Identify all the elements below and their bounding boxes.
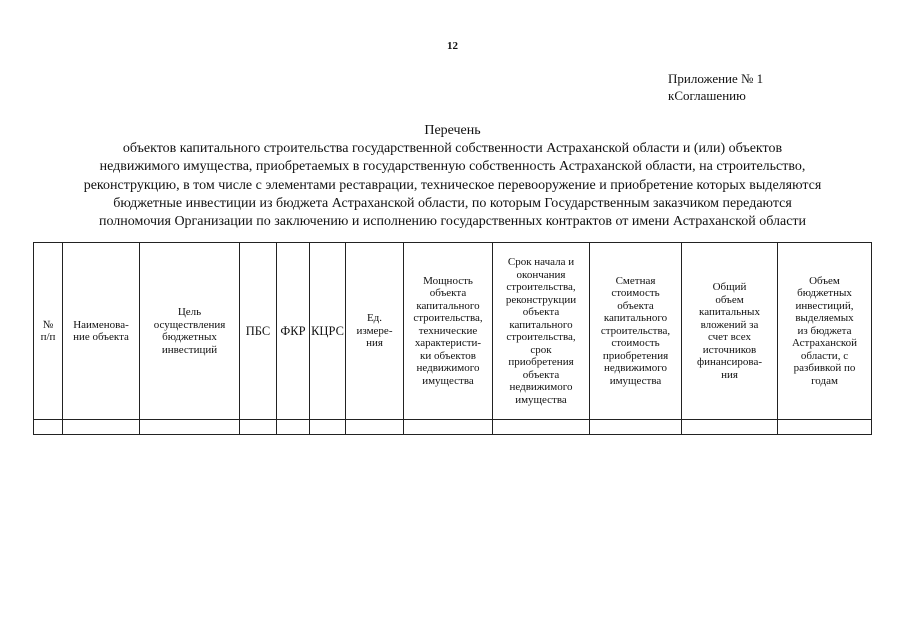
table-row (34, 420, 872, 435)
col-header-budget-investment: Объем бюджетных инвестиций, выделяемых из бюджета Астраханской области, с разбивкой по годам (778, 243, 872, 420)
heading-line-4: бюджетные инвестиции из бюджета Астраханской области, по которым Государственным заказчиком передаются (113, 195, 792, 211)
col-header-unit: Ед. измере- ния (346, 243, 404, 420)
table-cell (590, 420, 682, 435)
heading-line-5: полномочия Организации по заключению и исполнению государственных контрактов от имени Астраханской области (98, 214, 807, 230)
objects-table (33, 242, 872, 435)
table-cell (310, 420, 346, 435)
appendix-line-1: Приложение № 1 (668, 71, 764, 86)
table-cell (404, 420, 493, 435)
col-header-number: № п/п (34, 243, 63, 420)
heading-line-3: реконструкцию, в том числе с элементами реставрации, техническое перевооружение и приобретение которых выделяются (83, 177, 822, 193)
col-header-estimated-cost: Сметная стоимость объекта капитального строительства, стоимость приобретения недвижимого имущества (590, 243, 682, 420)
heading-line-1: объектов капитального строительства государственной собственности Астраханской области и (или) объектов (122, 141, 783, 157)
document-heading (0, 122, 905, 231)
col-header-investment-purpose: Цель осуществления бюджетных инвестиций (140, 243, 240, 420)
table-cell (34, 420, 63, 435)
appendix-line-2: кСоглашению (668, 88, 746, 103)
col-header-kcrs: КЦРС (310, 243, 346, 420)
col-header-term: Срок начала и окончания строительства, реконструкции объекта капитального строительства, срок приобретения объекта недвижимого имущества (493, 243, 590, 420)
col-header-capacity: Мощность объекта капитального строительства, технические характеристи- ки объектов недвижимого имущества (404, 243, 493, 420)
col-header-pbs: ПБС (240, 243, 277, 420)
col-header-total-investment: Общий объем капитальных вложений за счет всех источников финансирова- ния (682, 243, 778, 420)
appendix-reference (668, 70, 763, 104)
table-cell (63, 420, 140, 435)
table-cell (682, 420, 778, 435)
table-cell (346, 420, 404, 435)
table-cell (778, 420, 872, 435)
table-cell (493, 420, 590, 435)
table-header-row (34, 243, 872, 420)
page-number: 12 (447, 40, 458, 52)
table-cell (240, 420, 277, 435)
table-cell (277, 420, 310, 435)
col-header-object-name: Наименова- ние объекта (63, 243, 140, 420)
col-header-fkr: ФКР (277, 243, 310, 420)
heading-title: Перечень (424, 123, 481, 138)
table-cell (140, 420, 240, 435)
heading-line-2: недвижимого имущества, приобретаемых в государственную собственность Астраханской области, на строительство, (99, 159, 806, 175)
